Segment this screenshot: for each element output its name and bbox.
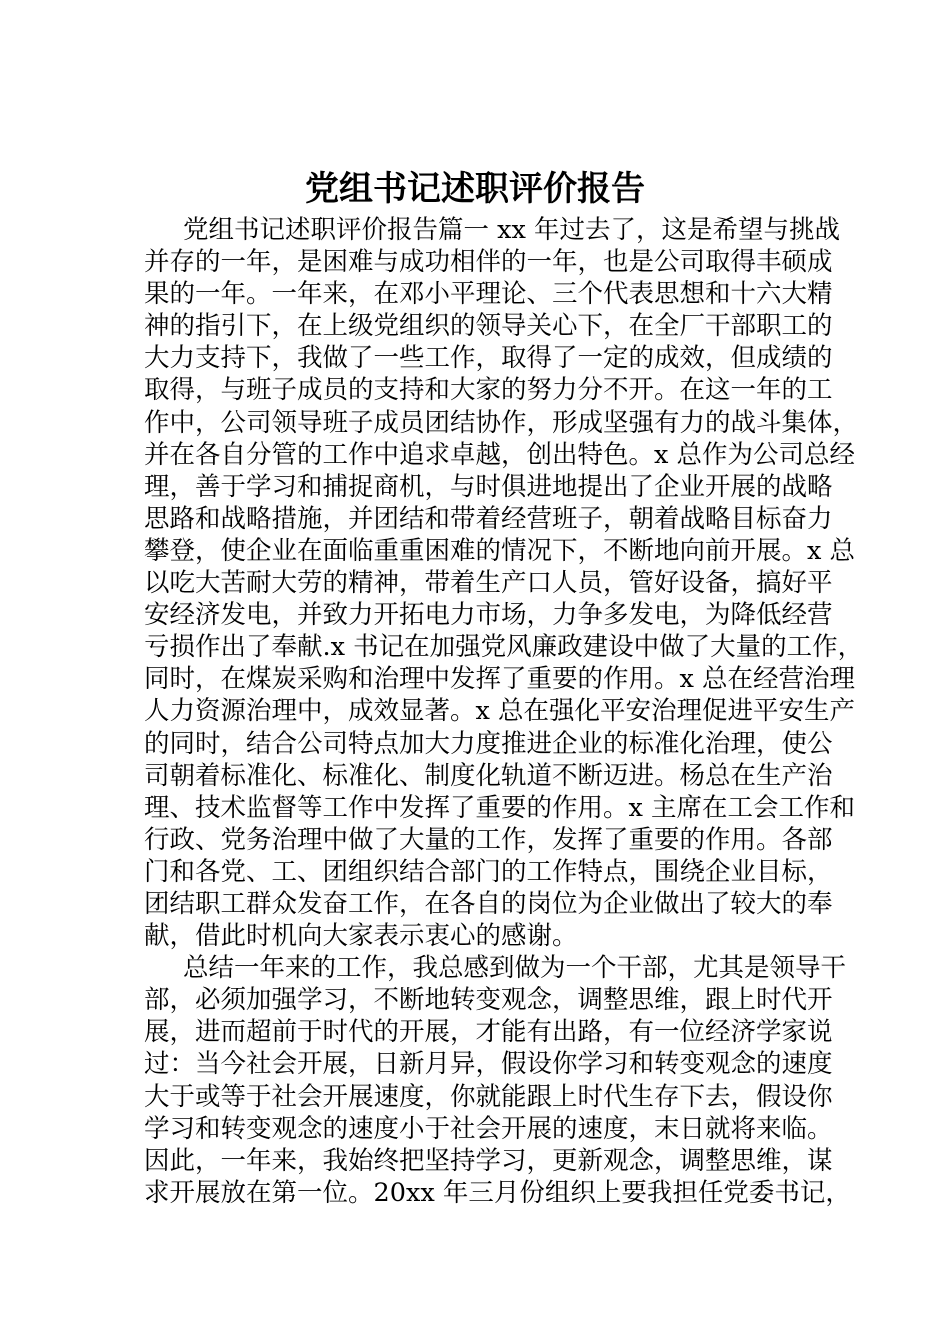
paragraph-2-line: 总结一年来的工作，我总感到做为一个干部，尤其是领导干 [183,953,847,984]
paragraph-1-line: 并存的一年，是困难与成功相伴的一年，也是公司取得丰硕成 [144,247,833,278]
paragraph-2-line: 因此，一年来，我始终把坚持学习，更新观念，调整思维，谋 [144,1145,833,1176]
paragraph-1-line: 以吃大苦耐大劳的精神，带着生产口人员，管好设备，搞好平 [144,568,833,599]
paragraph-1-line: 神的指引下，在上级党组织的领导关心下，在全厂干部职工的 [144,311,833,342]
paragraph-1-line: 果的一年。一年来，在邓小平理论、三个代表思想和十六大精 [144,279,833,310]
paragraph-1-line: 安经济发电，并致力开拓电力市场，力争多发电，为降低经营 [144,600,833,631]
document-title: 党组书记述职评价报告 [305,169,645,209]
paragraph-2-line: 大于或等于社会开展速度，你就能跟上时代生存下去，假设你 [144,1081,833,1112]
paragraph-1-line: 的同时，结合公司特点加大力度推进企业的标准化治理，使公 [144,728,833,759]
paragraph-1-line: 司朝着标准化、标准化、制度化轨道不断迈进。杨总在生产治 [144,760,833,791]
paragraph-1-line: 人力资源治理中，成效显著。x 总在强化平安治理促进平安生产 [144,696,855,727]
paragraph-1-line: 门和各党、工、团组织结合部门的工作特点，围绕企业目标， [144,856,833,887]
paragraph-2-line: 求开展放在第一位。20xx 年三月份组织上要我担任党委书记， [144,1177,851,1208]
paragraph-2-line: 学习和转变观念的速度小于社会开展的速度，末日就将来临。 [144,1113,833,1144]
paragraph-1-line: 思路和战略措施，并团结和带着经营班子，朝着战略目标奋力 [144,503,833,534]
paragraph-1-line: 团结职工群众发奋工作，在各自的岗位为企业做出了较大的奉 [144,888,833,919]
paragraph-1-line: 大力支持下，我做了一些工作，取得了一定的成效，但成绩的 [144,343,833,374]
paragraph-1-line: 攀登，使企业在面临重重困难的情况下，不断地向前开展。x 总 [144,535,855,566]
paragraph-1-line: 亏损作出了奉献.x 书记在加强党风廉政建设中做了大量的工作， [144,632,864,663]
paragraph-2-line: 过：当今社会开展，日新月异，假设你学习和转变观念的速度 [144,1049,833,1080]
paragraph-2-line: 部，必须加强学习，不断地转变观念，调整思维，跟上时代开 [144,985,833,1016]
paragraph-2-line: 展，进而超前于时代的开展，才能有出路，有一位经济学家说 [144,1017,833,1048]
paragraph-1-line: 理、技术监督等工作中发挥了重要的作用。x 主席在工会工作和 [144,792,855,823]
paragraph-1-line: 行政、党务治理中做了大量的工作，发挥了重要的作用。各部 [144,824,833,855]
paragraph-1-line: 取得，与班子成员的支持和大家的努力分不开。在这一年的工 [144,375,833,406]
paragraph-1-line: 同时，在煤炭采购和治理中发挥了重要的作用。x 总在经营治理 [144,664,855,695]
paragraph-1-line: 并在各自分管的工作中追求卓越，创出特色。x 总作为公司总经 [144,439,855,470]
paragraph-1-line: 献，借此时机向大家表示衷心的感谢。 [144,921,578,952]
document-body [144,214,864,1209]
paragraph-1-line: 党组书记述职评价报告篇一 xx 年过去了，这是希望与挑战 [183,215,840,245]
paragraph-1-line: 作中，公司领导班子成员团结协作，形成坚强有力的战斗集体， [144,407,859,438]
paragraph-1-line: 理，善于学习和捕捉商机，与时俱进地提出了企业开展的战略 [144,471,833,502]
